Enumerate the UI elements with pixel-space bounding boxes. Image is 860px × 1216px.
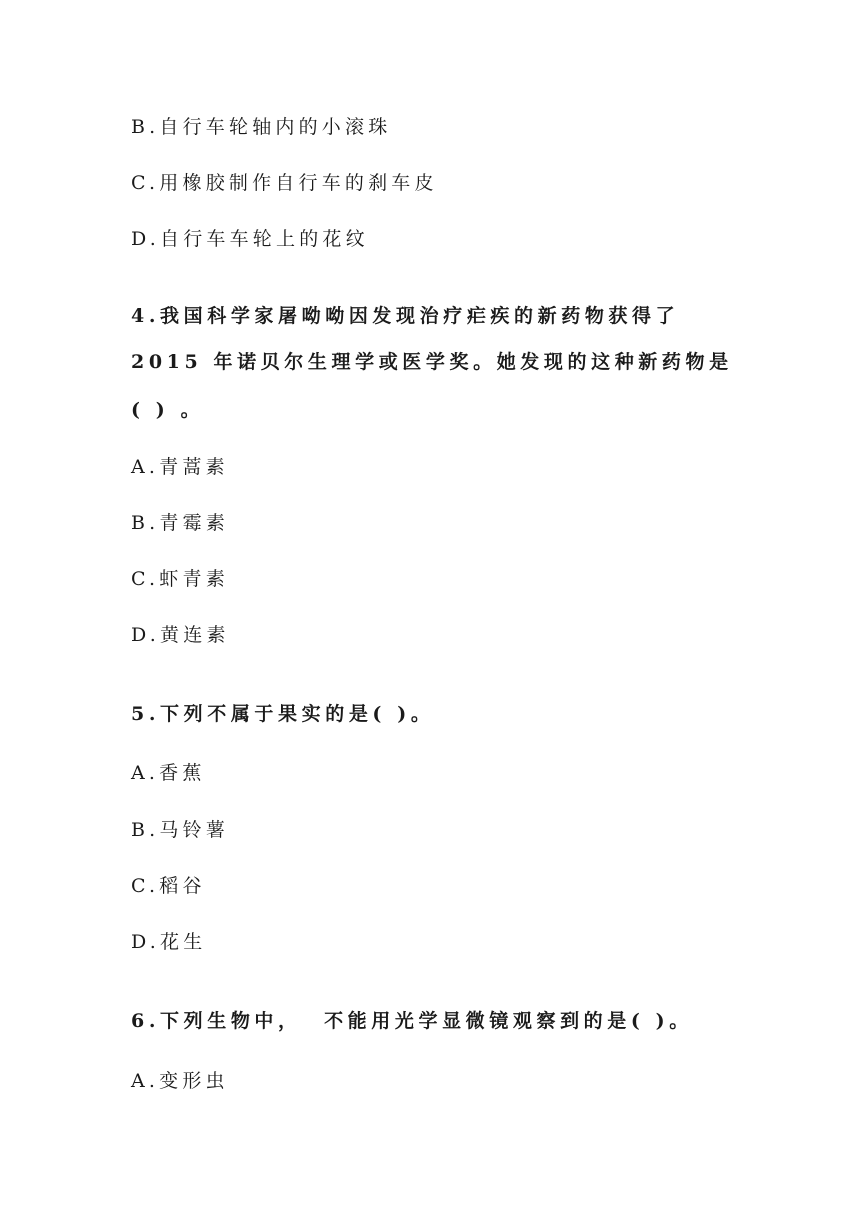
q4-stem-line-3: ( ) 。 xyxy=(131,399,205,421)
q5-stem: 5.下列不属于果实的是( )。 xyxy=(131,703,435,725)
q6-stem: 6.下列生物中， 不能用光学显微镜观察到的是( )。 xyxy=(131,1010,693,1032)
q5-option-d: D.花生 xyxy=(131,931,207,953)
q4-option-c: C.虾青素 xyxy=(131,568,229,590)
q5-option-b: B.马铃薯 xyxy=(131,819,230,841)
q4-option-a: A.青蒿素 xyxy=(131,456,229,478)
q4-stem-line-1: 4.我国科学家屠呦呦因发现治疗疟疾的新药物获得了 xyxy=(131,305,680,327)
q3-option-b: B.自行车轮轴内的小滚珠 xyxy=(131,116,392,138)
q4-option-b: B.青霉素 xyxy=(131,512,230,534)
q4-option-d: D.黄连素 xyxy=(131,624,230,646)
q4-stem-line-2: 2015 年诺贝尔生理学或医学奖。她发现的这种新药物是 xyxy=(131,351,733,373)
q6-option-a: A.变形虫 xyxy=(131,1070,229,1092)
q5-option-a: A.香蕉 xyxy=(131,762,206,784)
q5-option-c: C.稻谷 xyxy=(131,875,206,897)
q3-option-d: D.自行车车轮上的花纹 xyxy=(131,228,369,250)
q3-option-c: C.用橡胶制作自行车的刹车皮 xyxy=(131,172,438,194)
